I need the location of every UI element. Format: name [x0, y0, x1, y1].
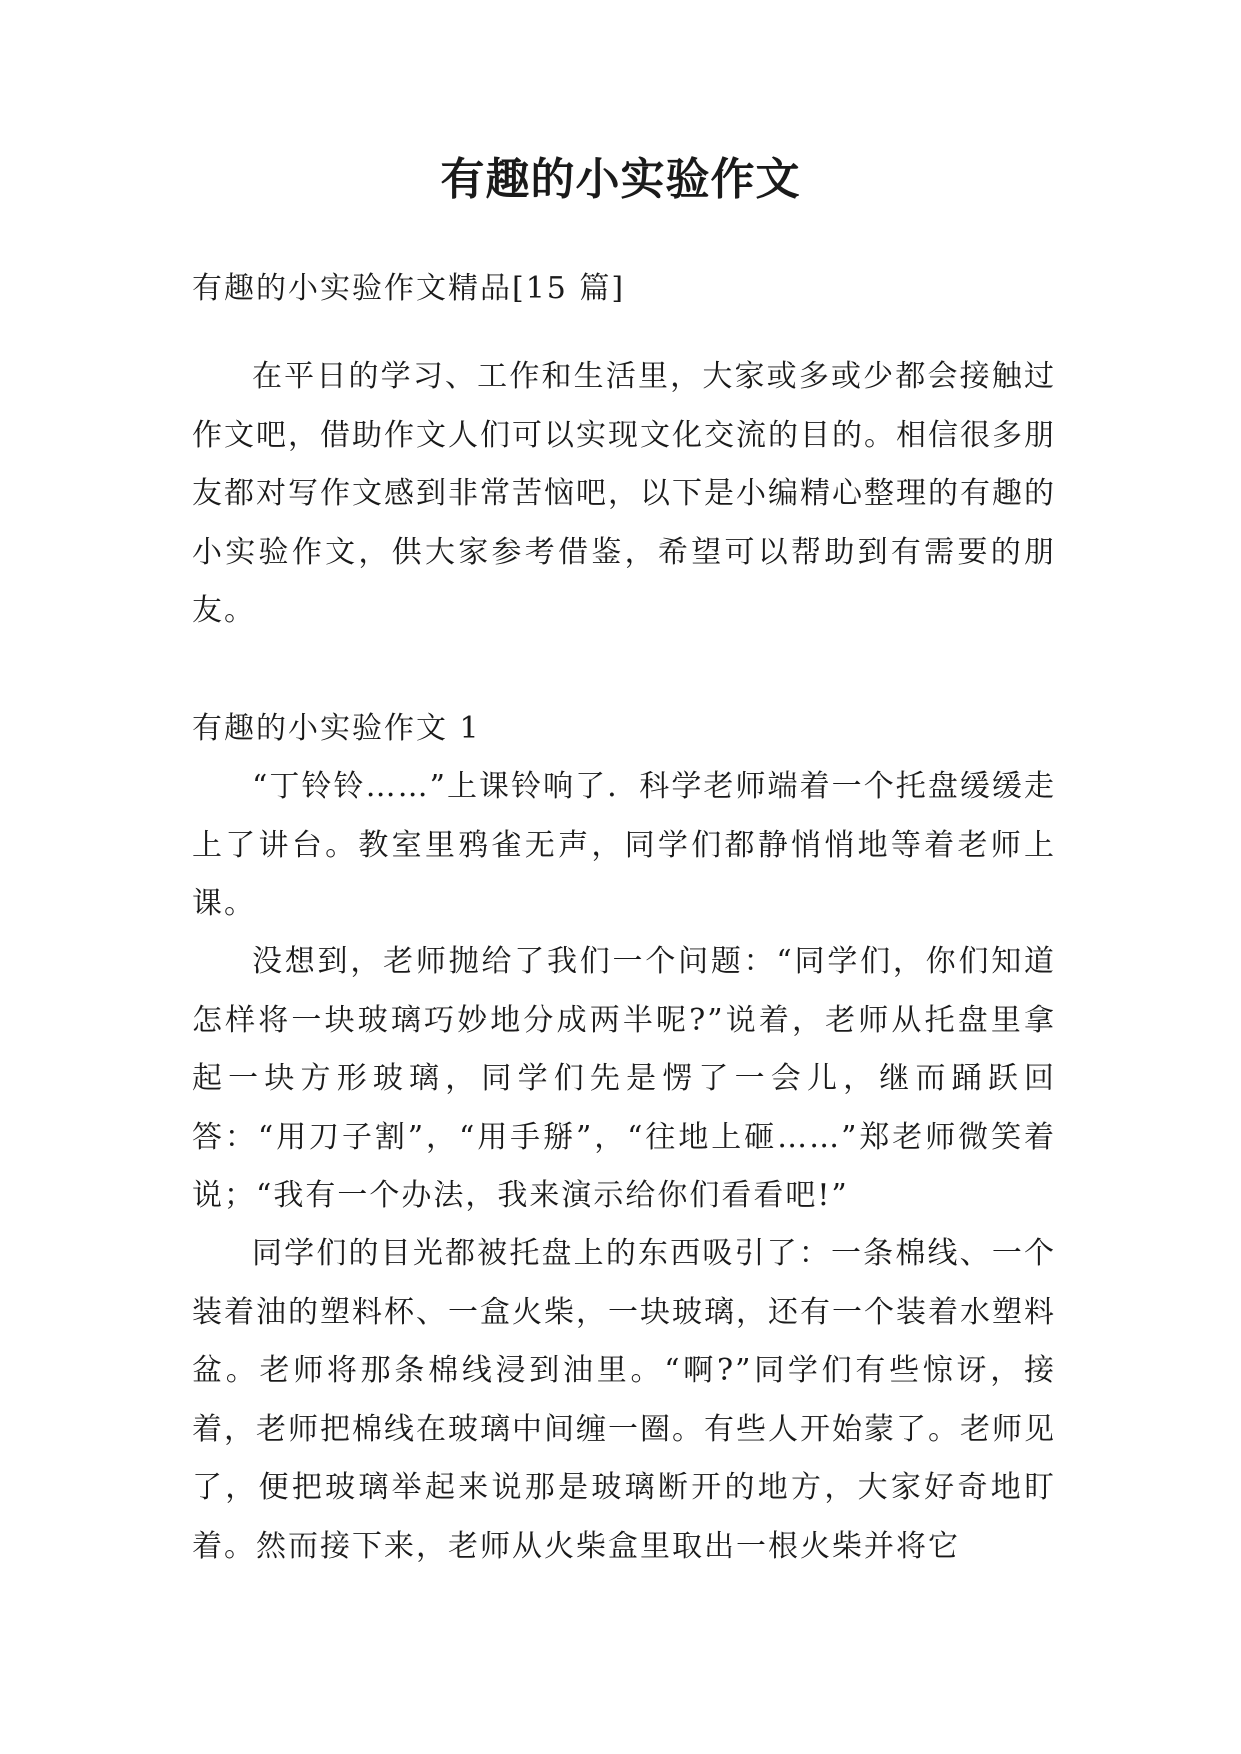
body-paragraph-3: 同学们的目光都被托盘上的东西吸引了：一条棉线、一个装着油的塑料杯、一盒火柴，一块玻璃，还有一个装着水塑料盆。老师将那条棉线浸到油里。“啊?”同学们有些惊讶，接着，老师把棉线在玻璃中间缠一圈。有些人开始蒙了。老师见了，便把玻璃举起来说那是玻璃断开的地方，大家好奇地盯着。然而接下来，老师从火柴盒里取出一根火柴并将它 [192, 1236, 1056, 1564]
body-paragraph-1: “丁铃铃……”上课铃响了．科学老师端着一个托盘缓缓走上了讲台。教室里鸦雀无声，同学们都静悄悄地等着老师上课。 [192, 769, 1056, 921]
document-title: 有趣的小实验作文 [440, 154, 801, 205]
body-paragraph-2: 没想到，老师抛给了我们一个问题：“同学们，你们知道怎样将一块玻璃巧妙地分成两半呢?”说着，老师从托盘里拿起一块方形玻璃，同学们先是愣了一会儿，继而踊跃回答：“用刀子割”，“用手掰”，“往地上砸……”郑老师微笑着说；“我有一个办法，我来演示给你们看看吧!” [192, 944, 1056, 1213]
section-heading: 有趣的小实验作文 1 [192, 711, 481, 746]
intro-paragraph: 在平日的学习、工作和生活里，大家或多或少都会接触过作文吧，借助作文人们可以实现文化交流的目的。相信很多朋友都对写作文感到非常苦恼吧，以下是小编精心整理的有趣的小实验作文，供大家参考借鉴，希望可以帮助到有需要的朋友。 [192, 359, 1056, 628]
document-subtitle: 有趣的小实验作文精品[15 篇] [192, 271, 626, 306]
